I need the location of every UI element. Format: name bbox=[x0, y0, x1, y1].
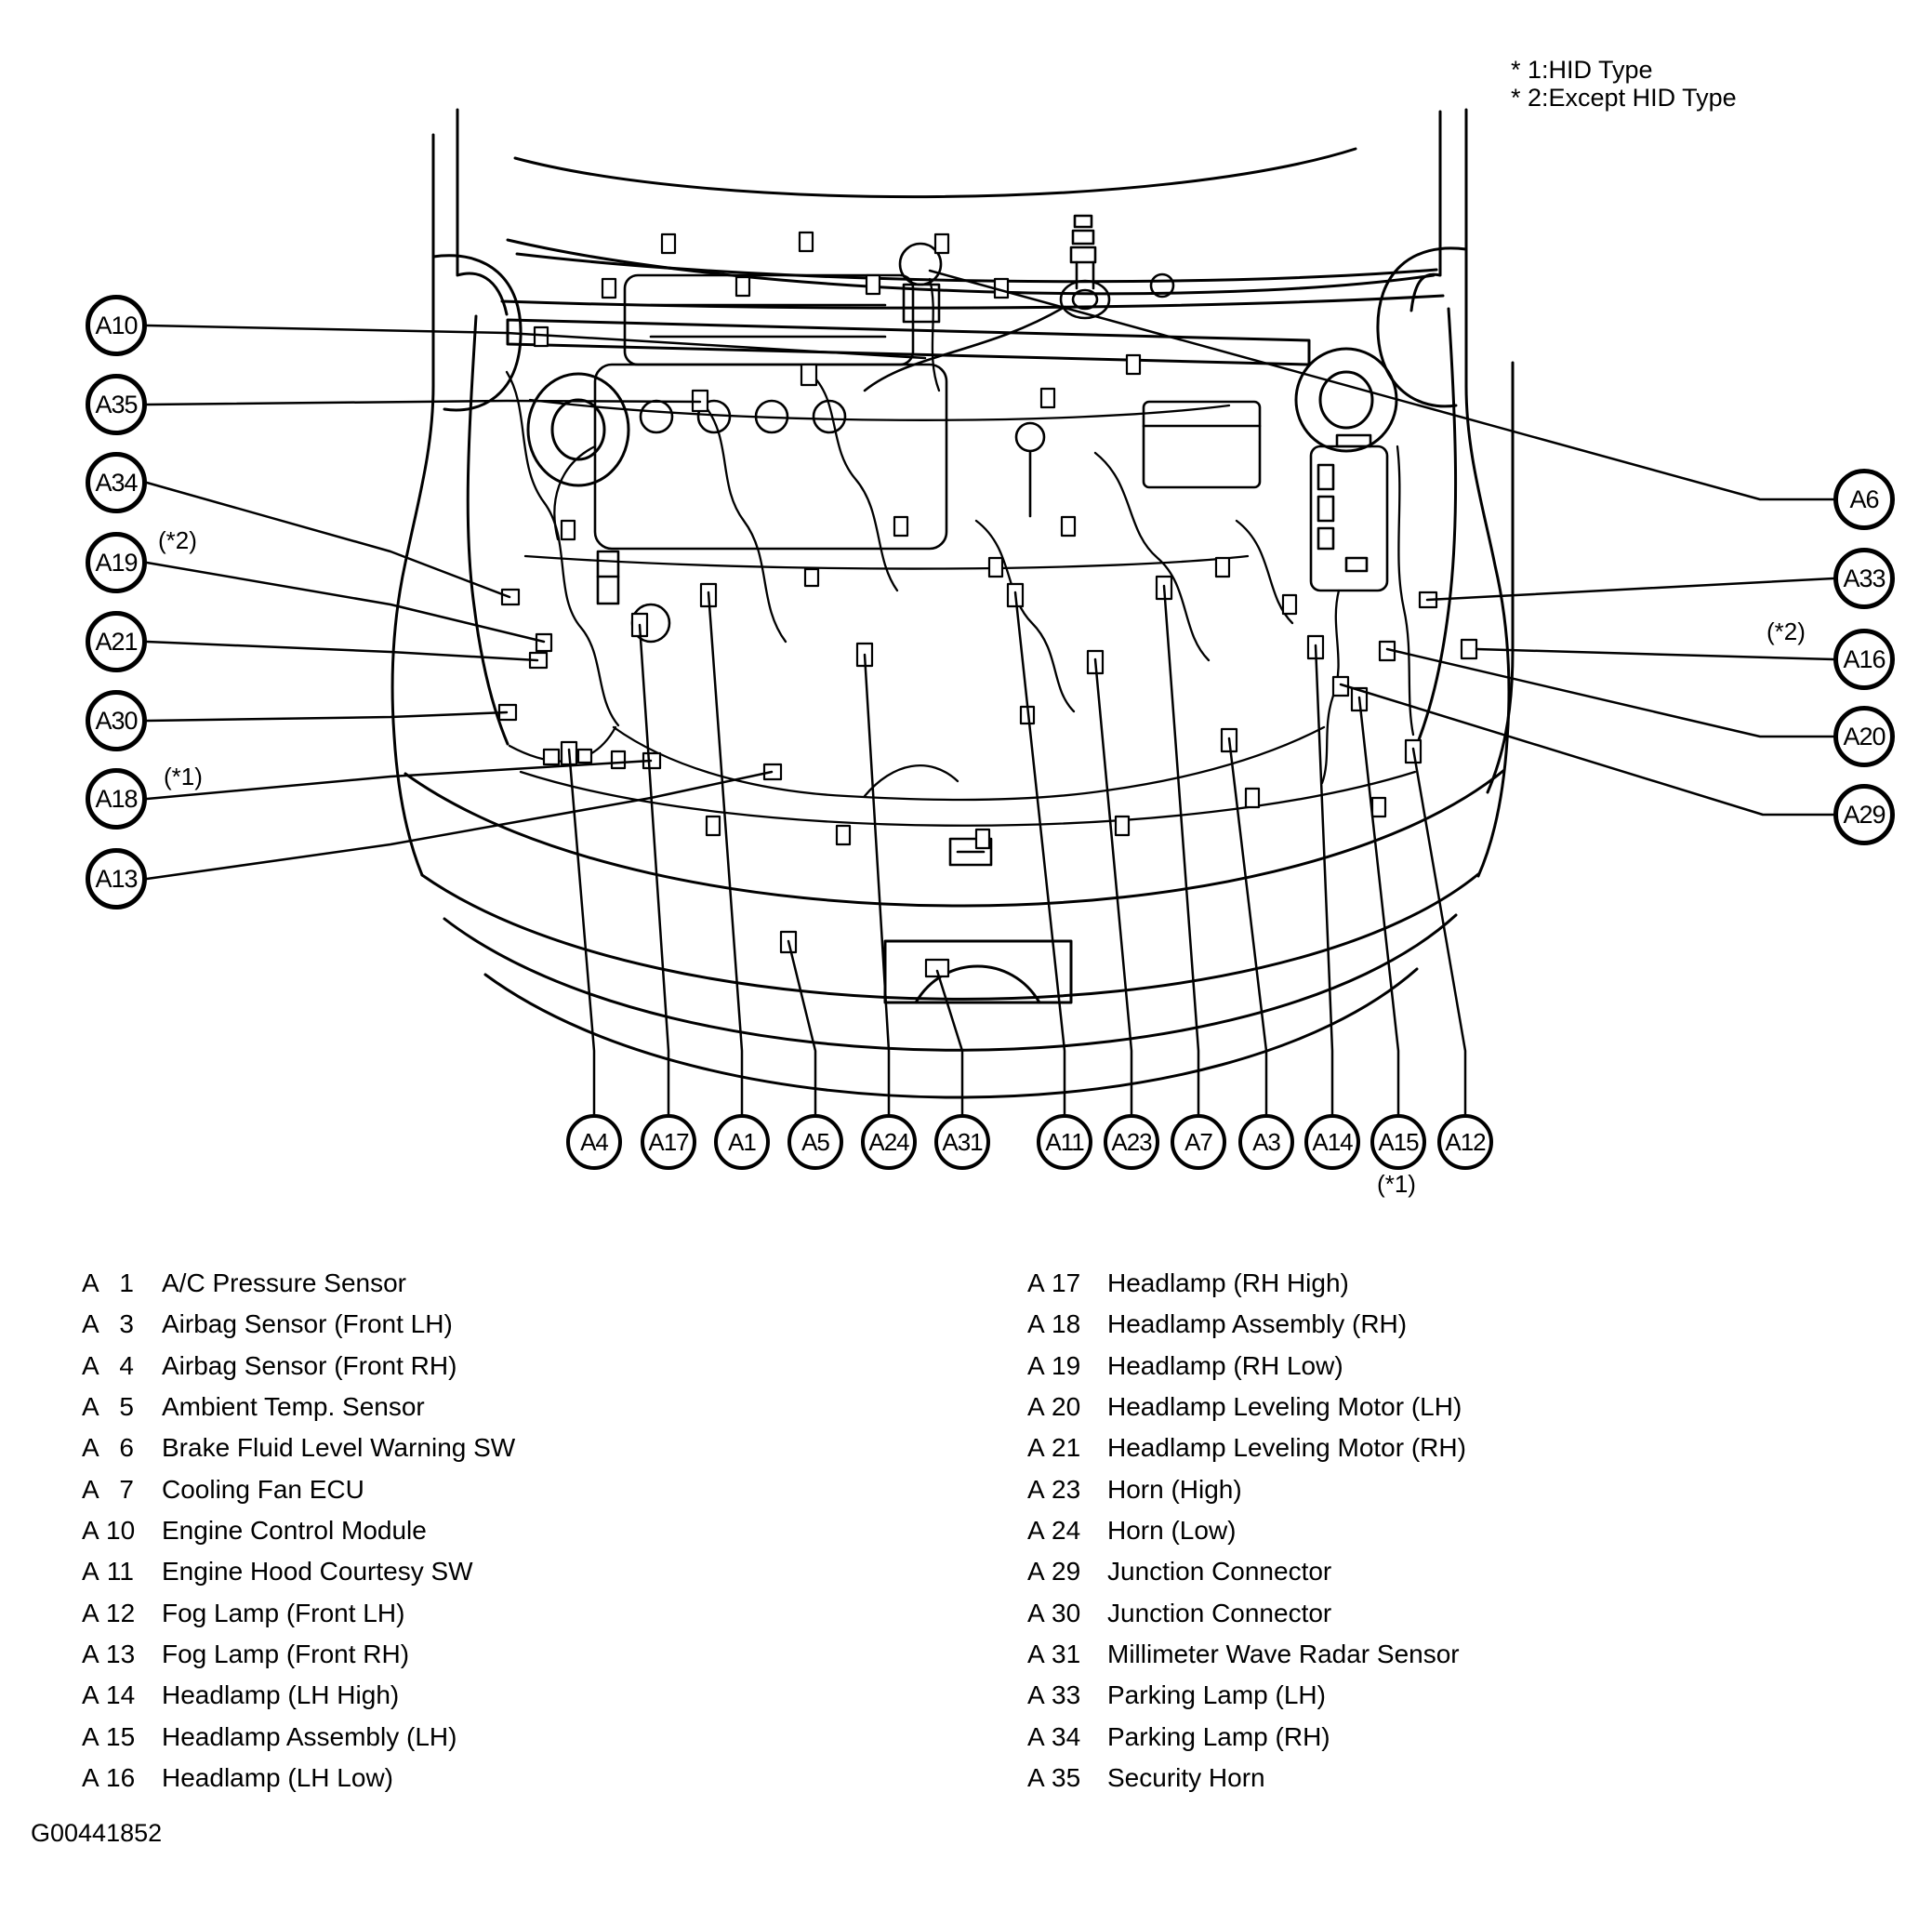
callout-a34: A34 bbox=[86, 452, 147, 513]
legend-row-a31 bbox=[1027, 1634, 1466, 1675]
legend-row-a14 bbox=[82, 1675, 515, 1716]
callout-a10: A10 bbox=[86, 295, 147, 356]
callout-a33: A33 bbox=[1833, 548, 1895, 609]
legend-number: 10 bbox=[106, 1516, 136, 1546]
legend-name: Headlamp (RH Low) bbox=[1107, 1350, 1343, 1380]
legend-prefix: A bbox=[1027, 1721, 1045, 1751]
leader-a11 bbox=[1015, 592, 1065, 1114]
legend-number: 14 bbox=[106, 1680, 136, 1710]
callout-a4: A4 bbox=[566, 1114, 622, 1170]
callout-a15-note: (*1) bbox=[1377, 1170, 1416, 1198]
legend-number: 7 bbox=[119, 1474, 134, 1504]
legend-row-a17 bbox=[1027, 1263, 1466, 1304]
leader-lines bbox=[147, 271, 1833, 1114]
legend-name: Cooling Fan ECU bbox=[162, 1474, 364, 1504]
callout-a19-note: (*2) bbox=[158, 526, 197, 554]
legend-prefix: A bbox=[1027, 1516, 1045, 1546]
callout-a35: A35 bbox=[86, 374, 147, 435]
legend-row-a29 bbox=[1027, 1551, 1466, 1592]
callout-a13: A13 bbox=[86, 848, 147, 910]
legend-number: 15 bbox=[106, 1721, 136, 1751]
legend-number: 34 bbox=[1052, 1721, 1081, 1751]
callout-a18: A18 bbox=[86, 768, 147, 830]
leader-a15 bbox=[1359, 697, 1398, 1114]
leader-a24 bbox=[865, 655, 889, 1114]
legend-row-a18 bbox=[1027, 1304, 1466, 1345]
legend-row-a34 bbox=[1027, 1717, 1466, 1758]
legend-row-a5 bbox=[82, 1387, 515, 1427]
legend-number: 19 bbox=[1052, 1350, 1081, 1380]
car-body-outline bbox=[392, 110, 1513, 1097]
callout-a31: A31 bbox=[934, 1114, 990, 1170]
legend-name: Fog Lamp (Front RH) bbox=[162, 1640, 410, 1669]
legend-prefix: A bbox=[1027, 1763, 1045, 1793]
legend-row-a12 bbox=[82, 1593, 515, 1634]
callout-a14: A14 bbox=[1304, 1114, 1360, 1170]
leader-a23 bbox=[1095, 659, 1131, 1114]
legend-row-a3 bbox=[82, 1304, 515, 1345]
legend-number: 23 bbox=[1052, 1474, 1081, 1504]
legend-prefix: A bbox=[1027, 1680, 1045, 1710]
legend-left-column bbox=[82, 1263, 515, 1799]
legend-name: A/C Pressure Sensor bbox=[162, 1268, 406, 1297]
note-hid-type: * 1:HID Type bbox=[1511, 56, 1653, 84]
leader-a31 bbox=[937, 971, 962, 1114]
legend-prefix: A bbox=[82, 1268, 99, 1297]
legend-prefix: A bbox=[82, 1309, 99, 1339]
legend-number: 33 bbox=[1052, 1680, 1081, 1710]
callout-a5: A5 bbox=[787, 1114, 843, 1170]
legend-number: 20 bbox=[1052, 1392, 1081, 1422]
leader-a17 bbox=[640, 625, 668, 1114]
legend-row-a19 bbox=[1027, 1346, 1466, 1387]
legend-name: Headlamp (LH Low) bbox=[162, 1763, 393, 1793]
callout-a16: A16 bbox=[1833, 629, 1895, 690]
legend-number: 1 bbox=[119, 1268, 134, 1297]
legend-name: Security Horn bbox=[1107, 1763, 1265, 1793]
legend-number: 12 bbox=[106, 1598, 136, 1627]
callout-a24: A24 bbox=[861, 1114, 917, 1170]
legend-number: 17 bbox=[1052, 1268, 1081, 1297]
legend-name: Headlamp Assembly (RH) bbox=[1107, 1309, 1408, 1339]
callout-a11: A11 bbox=[1037, 1114, 1092, 1170]
callout-a23: A23 bbox=[1104, 1114, 1159, 1170]
legend-name: Brake Fluid Level Warning SW bbox=[162, 1433, 516, 1463]
legend-prefix: A bbox=[1027, 1557, 1045, 1587]
legend-row-a1 bbox=[82, 1263, 515, 1304]
figure-code: G00441852 bbox=[31, 1819, 163, 1847]
legend-number: 11 bbox=[106, 1557, 134, 1587]
legend-name: Horn (Low) bbox=[1107, 1516, 1237, 1546]
callout-a1: A1 bbox=[714, 1114, 770, 1170]
legend-row-a13 bbox=[82, 1634, 515, 1675]
legend-prefix: A bbox=[1027, 1392, 1045, 1422]
leader-a1 bbox=[708, 592, 742, 1114]
callout-a16-note: (*2) bbox=[1767, 617, 1806, 645]
callout-a15: A15 bbox=[1370, 1114, 1426, 1170]
legend-row-a7 bbox=[82, 1469, 515, 1510]
callout-a17: A17 bbox=[641, 1114, 696, 1170]
leader-a34 bbox=[147, 483, 509, 597]
legend-prefix: A bbox=[82, 1640, 99, 1669]
legend-name: Engine Control Module bbox=[162, 1516, 427, 1546]
legend-name: Headlamp Leveling Motor (LH) bbox=[1107, 1392, 1462, 1422]
legend-number: 13 bbox=[106, 1640, 136, 1669]
legend-row-a24 bbox=[1027, 1510, 1466, 1551]
legend-name: Junction Connector bbox=[1107, 1598, 1332, 1627]
callout-a3: A3 bbox=[1238, 1114, 1294, 1170]
leader-a33 bbox=[1427, 578, 1833, 600]
leader-a13 bbox=[147, 772, 772, 879]
legend-prefix: A bbox=[82, 1392, 99, 1422]
legend-name: Headlamp Leveling Motor (RH) bbox=[1107, 1433, 1466, 1463]
legend-row-a11 bbox=[82, 1551, 515, 1592]
legend-number: 29 bbox=[1052, 1557, 1081, 1587]
callout-a6: A6 bbox=[1833, 469, 1895, 530]
asterisk-notes bbox=[1511, 56, 1737, 112]
legend-name: Junction Connector bbox=[1107, 1557, 1332, 1587]
legend-number: 16 bbox=[106, 1763, 136, 1793]
callout-a29: A29 bbox=[1833, 784, 1895, 845]
legend-prefix: A bbox=[1027, 1640, 1045, 1669]
legend-prefix: A bbox=[1027, 1268, 1045, 1297]
legend-name: Parking Lamp (LH) bbox=[1107, 1680, 1326, 1710]
legend-row-a6 bbox=[82, 1427, 515, 1468]
legend-prefix: A bbox=[82, 1680, 99, 1710]
legend-prefix: A bbox=[82, 1516, 99, 1546]
legend-prefix: A bbox=[1027, 1350, 1045, 1380]
legend-row-a30 bbox=[1027, 1593, 1466, 1634]
legend-name: Headlamp Assembly (LH) bbox=[162, 1721, 457, 1751]
wiring-harness bbox=[507, 279, 1415, 826]
legend-row-a16 bbox=[82, 1758, 515, 1799]
legend-prefix: A bbox=[1027, 1433, 1045, 1463]
legend-name: Headlamp (RH High) bbox=[1107, 1268, 1349, 1297]
legend-number: 21 bbox=[1052, 1433, 1081, 1463]
callout-a20: A20 bbox=[1833, 706, 1895, 767]
callout-a19: A19 bbox=[86, 532, 147, 593]
legend-row-a23 bbox=[1027, 1469, 1466, 1510]
legend-prefix: A bbox=[82, 1721, 99, 1751]
note-except-hid-type: * 2:Except HID Type bbox=[1511, 84, 1737, 112]
legend-number: 18 bbox=[1052, 1309, 1081, 1339]
leader-a6 bbox=[930, 271, 1833, 499]
legend-prefix: A bbox=[1027, 1474, 1045, 1504]
legend-row-a33 bbox=[1027, 1675, 1466, 1716]
legend-row-a15 bbox=[82, 1717, 515, 1758]
legend-name: Ambient Temp. Sensor bbox=[162, 1392, 425, 1422]
leader-a16 bbox=[1476, 649, 1833, 659]
legend-name: Millimeter Wave Radar Sensor bbox=[1107, 1640, 1460, 1669]
legend-number: 5 bbox=[119, 1392, 134, 1422]
legend-number: 35 bbox=[1052, 1763, 1081, 1793]
legend-right-column bbox=[1027, 1263, 1466, 1799]
legend-prefix: A bbox=[1027, 1309, 1045, 1339]
legend-number: 4 bbox=[119, 1350, 134, 1380]
legend-row-a4 bbox=[82, 1346, 515, 1387]
legend-number: 31 bbox=[1052, 1640, 1081, 1669]
legend-row-a10 bbox=[82, 1510, 515, 1551]
callout-a30: A30 bbox=[86, 690, 147, 751]
legend-row-a35 bbox=[1027, 1758, 1466, 1799]
legend-prefix: A bbox=[82, 1350, 99, 1380]
leader-a4 bbox=[569, 750, 594, 1114]
legend-name: Horn (High) bbox=[1107, 1474, 1242, 1504]
leader-a20 bbox=[1387, 649, 1833, 737]
callout-a18-note: (*1) bbox=[164, 763, 203, 790]
legend-number: 3 bbox=[119, 1309, 134, 1339]
legend-prefix: A bbox=[82, 1433, 99, 1463]
legend-name: Fog Lamp (Front LH) bbox=[162, 1598, 405, 1627]
legend-prefix: A bbox=[82, 1474, 99, 1504]
legend-prefix: A bbox=[1027, 1598, 1045, 1627]
engine-and-components bbox=[595, 216, 1387, 865]
legend-row-a21 bbox=[1027, 1427, 1466, 1468]
legend-prefix: A bbox=[82, 1598, 99, 1627]
legend-prefix: A bbox=[82, 1557, 99, 1587]
leader-a7 bbox=[1164, 586, 1198, 1114]
callout-a21: A21 bbox=[86, 611, 147, 672]
legend-prefix: A bbox=[82, 1763, 99, 1793]
legend-name: Parking Lamp (RH) bbox=[1107, 1721, 1330, 1751]
legend-row-a20 bbox=[1027, 1387, 1466, 1427]
legend-number: 24 bbox=[1052, 1516, 1081, 1546]
leader-a30 bbox=[147, 712, 507, 721]
legend-name: Airbag Sensor (Front RH) bbox=[162, 1350, 457, 1380]
legend-number: 6 bbox=[119, 1433, 134, 1463]
leader-a35 bbox=[147, 401, 700, 405]
callout-a12: A12 bbox=[1437, 1114, 1493, 1170]
legend-name: Engine Hood Courtesy SW bbox=[162, 1557, 473, 1587]
legend-name: Headlamp (LH High) bbox=[162, 1680, 400, 1710]
legend-number: 30 bbox=[1052, 1598, 1081, 1627]
legend-name: Airbag Sensor (Front LH) bbox=[162, 1309, 453, 1339]
leader-a14 bbox=[1316, 645, 1332, 1114]
leader-a19 bbox=[147, 563, 544, 642]
callout-a7: A7 bbox=[1171, 1114, 1226, 1170]
